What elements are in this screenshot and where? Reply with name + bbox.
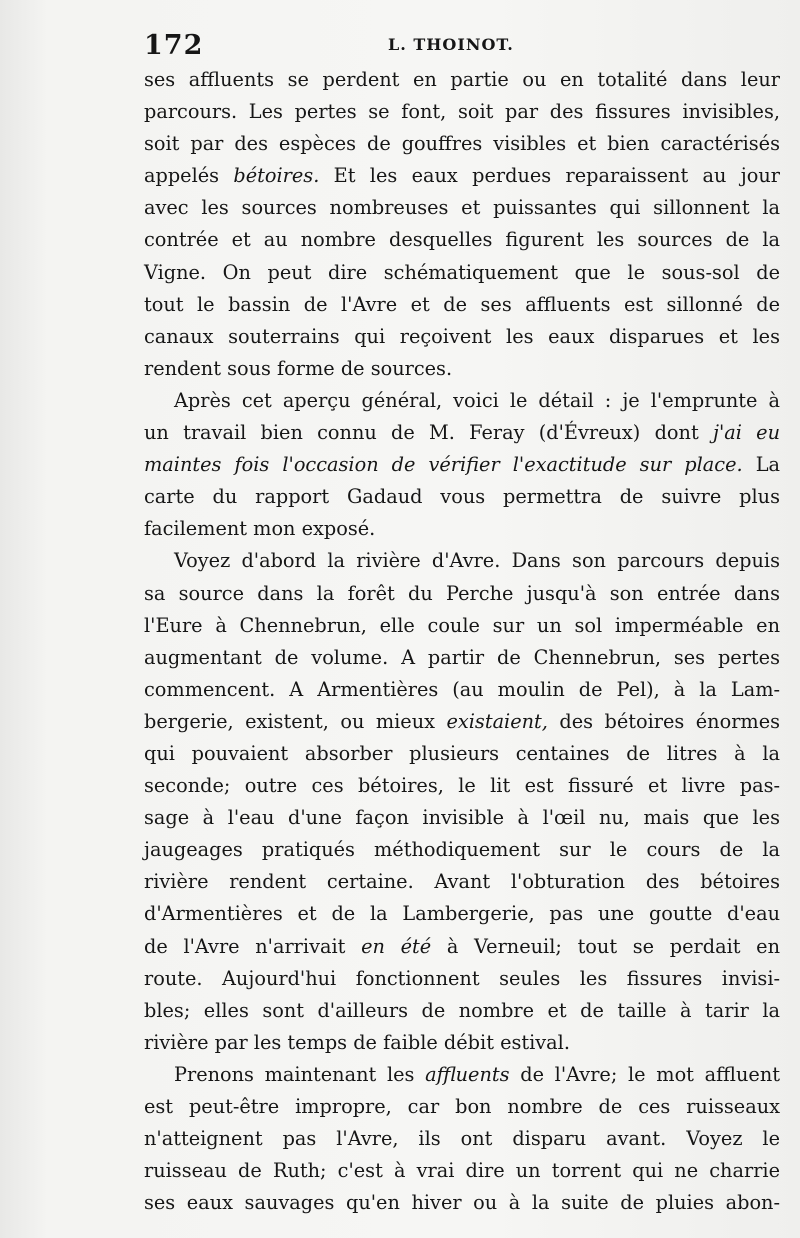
page-header [140, 28, 780, 64]
line-text: Après cet aperçu général, voici le détail : je l'emprunte à [174, 388, 780, 412]
line-text: de l'Avre; le mot affluent [509, 1062, 780, 1086]
line-text: commencent. A Armentières (au moulin de Pel), à la Lam- [144, 677, 780, 701]
text-line [144, 1027, 780, 1059]
text-line [144, 1059, 780, 1091]
line-text: canaux souterrains qui reçoivent les eaux disparues et les [144, 324, 780, 348]
line-text: avec les sources nombreuses et puissantes qui sillonnent la [144, 196, 780, 220]
line-text: sa source dans la forêt du Perche jusqu'à son entrée dans [144, 581, 780, 605]
line-text: appelés [144, 164, 234, 188]
line-text: route. Aujourd'hui fonctionnent seules les fissures invisi- [144, 966, 780, 990]
line-text: sage à l'eau d'une façon invisible à l'œil nu, mais que les [144, 806, 780, 830]
text-line [144, 738, 780, 770]
line-text: Vigne. On peut dire schématiquement que le sous-sol de [144, 260, 780, 284]
line-text: ses affluents se perdent en partie ou en totalité dans leur [144, 68, 780, 91]
line-text: l'Eure à Chennebrun, elle coule sur un sol imperméable en [144, 613, 780, 637]
line-text: seconde; outre ces bétoires, le lit est fissuré et livre pas- [144, 774, 780, 798]
line-text: est peut-être impropre, car bon nombre de ces ruisseaux [144, 1095, 780, 1118]
text-line [144, 578, 780, 610]
line-text: jaugeages pratiqués méthodiquement sur le cours de la [144, 838, 780, 862]
line-text: rivière rendent certaine. Avant l'obturation des bétoires [144, 870, 780, 894]
line-text: d'Armentières et de la Lambergerie, pas une goutte d'eau [144, 902, 780, 926]
line-text: carte du rapport Gadaud vous permettra de suivre plus [144, 485, 780, 509]
text-line [144, 1187, 780, 1219]
line-text: La [742, 453, 780, 477]
line-text: bergerie, existent, ou mieux [144, 709, 447, 733]
text-line [144, 192, 780, 224]
text-line [144, 257, 780, 289]
line-text: soit par des espèces de gouffres visibles et bien caractérisés [144, 132, 780, 156]
line-text: qui pouvaient absorber plusieurs centaines de litres à la [144, 741, 780, 765]
text-line [144, 289, 780, 321]
line-text: tout le bassin de l'Avre et de ses affluents est sillonné de [144, 292, 780, 316]
line-text: à Verneuil; tout se perdait en [431, 934, 780, 958]
text-line [144, 1123, 780, 1155]
text-line [144, 802, 780, 834]
text-line [144, 610, 780, 642]
text-line [144, 674, 780, 706]
italic-text: existaient, [446, 709, 548, 733]
text-line [144, 224, 780, 256]
line-text: des bétoires énormes [547, 709, 780, 733]
text-line [144, 385, 780, 417]
line-text: n'atteignent pas l'Avre, ils ont disparu avant. Voyez le [144, 1127, 780, 1151]
text-line [144, 417, 780, 449]
line-text: bles; elles sont d'ailleurs de nombre et de taille à tarir la [144, 998, 780, 1022]
body-text [144, 64, 780, 1219]
text-line [144, 642, 780, 674]
line-text: contrée et au nombre desquelles figurent les sources de la [144, 228, 780, 252]
text-line [144, 1091, 780, 1123]
line-text: un travail bien connu de M. Feray (d'Évreux) dont [144, 421, 713, 445]
line-text: ses eaux sauvages qu'en hiver ou à la suite de pluies abon- [144, 1191, 780, 1215]
text-line [144, 96, 780, 128]
page-number: 172 [144, 30, 204, 61]
text-line [144, 353, 780, 385]
text-line [144, 128, 780, 160]
italic-text: en été [361, 934, 432, 958]
italic-text: affluents [425, 1062, 510, 1086]
italic-text: bétoires. [233, 164, 320, 188]
text-line [144, 898, 780, 930]
text-line [144, 770, 780, 802]
line-text: rendent sous forme de sources. [144, 356, 453, 380]
line-text: facilement mon exposé. [144, 517, 376, 541]
text-line [144, 866, 780, 898]
text-line [144, 545, 780, 577]
line-text: Voyez d'abord la rivière d'Avre. Dans son parcours depuis [174, 549, 780, 573]
italic-text: j'ai eu [712, 421, 780, 445]
line-text: de l'Avre n'arrivait [144, 934, 362, 958]
text-line [144, 931, 780, 963]
line-text: ruisseau de Ruth; c'est à vrai dire un torrent qui ne charrie [144, 1159, 780, 1183]
text-line [144, 513, 780, 545]
line-text: rivière par les temps de faible débit estival. [144, 1030, 570, 1054]
text-line [144, 834, 780, 866]
italic-text: maintes fois l'occasion de vérifier l'exactitude sur place. [144, 453, 743, 477]
text-line [144, 160, 780, 192]
text-line [144, 995, 780, 1027]
running-head: L. THOINOT. [388, 35, 514, 54]
text-line [144, 963, 780, 995]
text-line [144, 321, 780, 353]
text-line [144, 706, 780, 738]
text-line [144, 64, 780, 96]
text-line [144, 1155, 780, 1187]
text-line [144, 449, 780, 481]
line-text: Prenons maintenant les [174, 1062, 426, 1086]
line-text: Et les eaux perdues reparaissent au jour [319, 164, 780, 188]
line-text: parcours. Les pertes se font, soit par des fissures invisibles, [144, 100, 780, 124]
text-line [144, 481, 780, 513]
line-text: augmentant de volume. A partir de Chennebrun, ses pertes [144, 645, 780, 669]
